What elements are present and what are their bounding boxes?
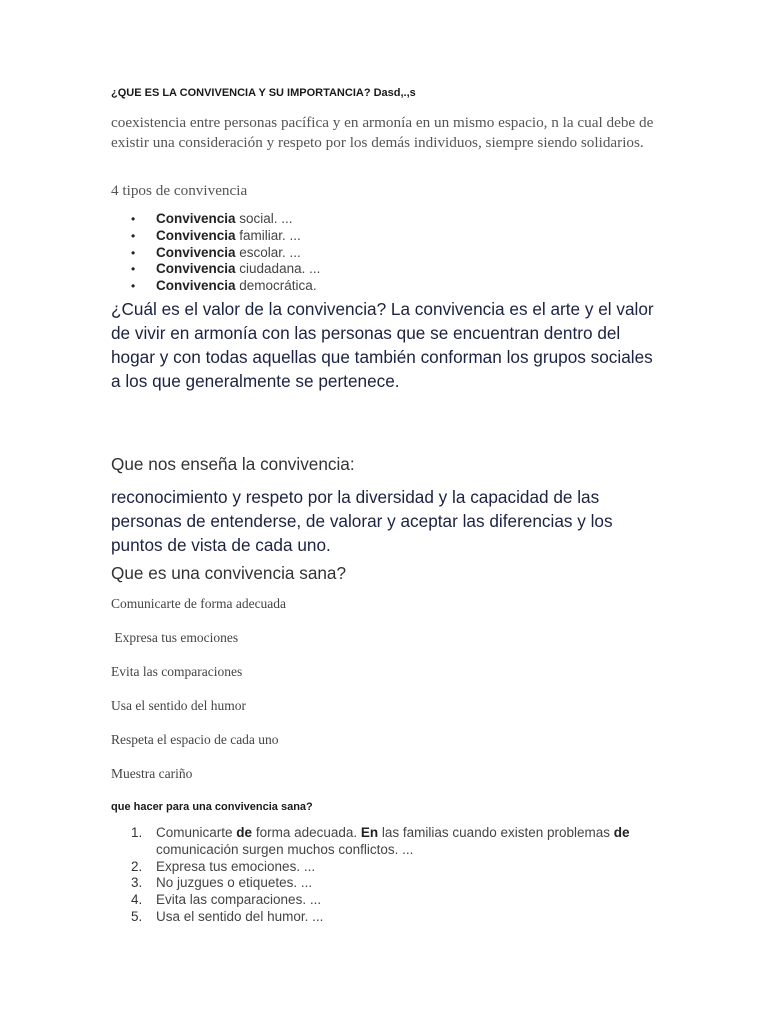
list-item: [111, 892, 651, 909]
steps-list: [111, 825, 651, 926]
list-item: [111, 228, 320, 245]
list-item-bold: de: [236, 825, 253, 840]
tip-item: Usa el sentido del humor: [111, 698, 246, 713]
list-item-text: Usa el sentido del humor. ...: [156, 908, 324, 924]
types-list: [111, 211, 320, 295]
list-item: [111, 875, 651, 892]
list-item-text: escolar. ...: [235, 244, 301, 260]
document-heading: ¿QUE ES LA CONVIVENCIA Y SU IMPORTANCIA? Dasd,.,s: [111, 87, 416, 99]
tip-item: Respeta el espacio de cada uno: [111, 732, 279, 747]
tip-item: Muestra cariño: [111, 766, 193, 781]
list-number: 5.: [131, 908, 143, 924]
list-item-bold: de: [613, 825, 630, 840]
list-number: 4.: [131, 892, 143, 908]
list-item: [111, 278, 320, 295]
list-item-bold: En: [360, 825, 379, 840]
tip-item: Comunicarte de forma adecuada: [111, 596, 287, 611]
list-item-text: democrática.: [235, 278, 317, 294]
list-item: [111, 245, 320, 262]
tip-item: Expresa tus emociones: [111, 630, 239, 645]
list-item-bold: Convivencia: [156, 244, 236, 260]
list-item-bold: Convivencia: [156, 261, 236, 277]
ensena-paragraph: reconocimiento y respeto por la diversidad y la capacidad de las personas de entenderse, de valorar y aceptar las diferencias y los puntos de vista de cada uno.: [111, 487, 613, 555]
list-number: 3.: [131, 875, 143, 891]
intro-paragraph: coexistencia entre personas pacífica y en armonía en un mismo espacio, n la cual debe de existir una consideración y respeto por los demás individuos, siempre siendo solidarios.: [111, 114, 654, 151]
steps-heading: que hacer para una convivencia sana?: [111, 801, 313, 813]
list-item: [111, 261, 320, 278]
list-item-text: No juzgues o etiquetes. ...: [156, 875, 313, 891]
list-item-text: Expresa tus emociones. ...: [156, 858, 316, 874]
types-title: 4 tipos de convivencia: [111, 182, 248, 199]
list-number: 2.: [131, 858, 143, 874]
list-item: [111, 909, 651, 926]
list-item: [111, 211, 320, 228]
list-number: 1.: [131, 825, 143, 840]
sana-title: Que es una convivencia sana?: [111, 563, 347, 583]
list-item-text: comunicación surgen muchos conflictos. ...: [156, 841, 414, 857]
list-item: [111, 859, 651, 876]
list-item-text: las familias cuando existen problemas: [378, 825, 614, 840]
valor-paragraph: ¿Cuál es el valor de la convivencia? La convivencia es el arte y el valor de vivir en armonía con las personas que se encuentran dentro del hogar y con todas aquellas que también conforman los grupos sociales a los que generalmente se pertenece.: [111, 299, 654, 391]
list-item-text: familiar. ...: [235, 227, 301, 243]
list-item-text: Comunicarte: [156, 825, 237, 840]
ensena-title: Que nos enseña la convivencia:: [111, 454, 355, 474]
tip-item: Evita las comparaciones: [111, 664, 243, 679]
list-item-bold: Convivencia: [156, 278, 236, 294]
list-item-text: ciudadana. ...: [235, 261, 321, 277]
list-item-text: Evita las comparaciones. ...: [156, 892, 322, 908]
list-item-bold: Convivencia: [156, 227, 236, 243]
list-item-bold: Convivencia: [156, 211, 236, 226]
list-item-text: social. ...: [235, 211, 293, 226]
list-item: [111, 825, 651, 859]
list-item-text: forma adecuada.: [252, 825, 361, 840]
